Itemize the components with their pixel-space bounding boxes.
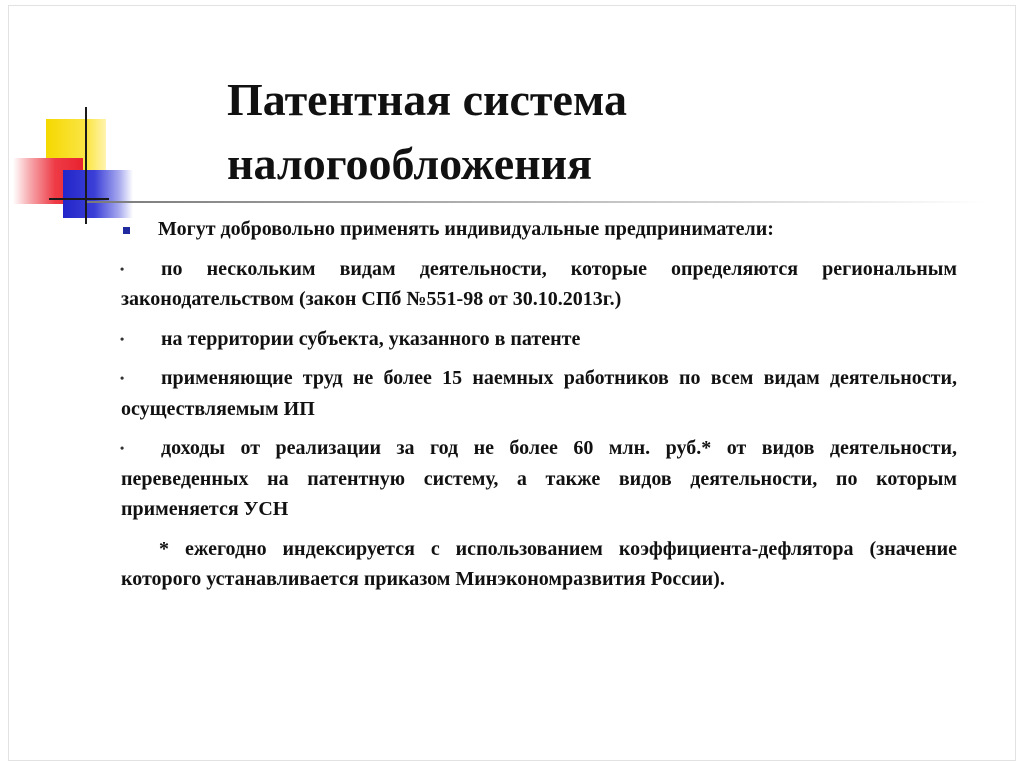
lead-text: Могут добровольно применять индивидуальные предприниматели: (158, 218, 774, 240)
list-item (121, 433, 957, 525)
footnote (121, 534, 957, 595)
list-item-text: по нескольким видам деятельности, которые определяются региональным законодательством (закон СПб №551-98 от 30.10.2013г.) (121, 257, 957, 310)
slide-title (227, 68, 927, 196)
list-item-text: доходы от реализации за год не более 60 млн. руб.* от видов деятельности, переведенных на патентную систему, а также видов деятельности, по которым применяется УСН (121, 437, 957, 520)
list-item-text: на территории субъекта, указанного в патенте (161, 327, 581, 350)
list-item (121, 363, 957, 424)
title-underline (87, 201, 987, 203)
dot-bullet-icon: • (120, 261, 125, 276)
footnote-text: * ежегодно индексируется с использованием коэффициента-дефлятора (значение которого устанавливается приказом Минэкономразвития России). (121, 537, 957, 590)
square-bullet-icon (123, 227, 130, 234)
vertical-line-decoration (85, 107, 87, 224)
title-line-2: налогообложения (227, 138, 593, 189)
title-line-1: Патентная система (227, 74, 627, 125)
list-item (121, 254, 957, 315)
list-item (121, 324, 957, 355)
slide (8, 5, 1016, 761)
dot-bullet-icon: • (120, 441, 125, 455)
lead-paragraph (121, 214, 957, 245)
dot-bullet-icon: • (120, 371, 125, 385)
list-item-text: применяющие труд не более 15 наемных работников по всем видам деятельности, осуществляемым ИП (121, 367, 957, 420)
slide-content (121, 214, 957, 604)
blue-square-decoration (63, 170, 133, 218)
dot-bullet-icon: • (120, 331, 125, 346)
horizontal-line-decoration (49, 198, 109, 200)
